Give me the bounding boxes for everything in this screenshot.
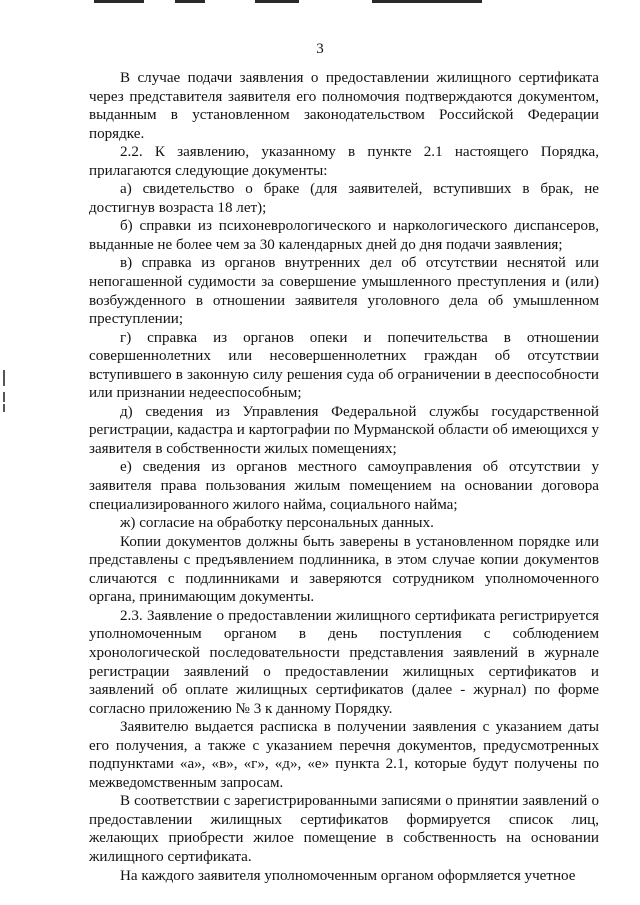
list-item-e: е) сведения из органов местного самоуправления об отсутствии у заявителя права пользования жилым помещением на основании договора специализированного жилого найма, социального найма;: [89, 459, 599, 513]
list-item-b: б) справки из психоневрологического и наркологического диспансеров, выданные не более чем за 30 календарных дней до дня подачи заявления;: [89, 218, 599, 253]
list-item-a: а) свидетельство о браке (для заявителей, вступивших в брак, не достигнув возраста 18 лет);: [89, 181, 599, 216]
scan-artifact-mark: [94, 0, 144, 3]
scan-margin-mark: [3, 392, 5, 402]
paragraph-document-copies: Копии документов должны быть заверены в установленном порядке или представлены с предъявлением подлинника, в этом случае копии документов сличаются с подлинниками и заверяются сотрудником уполномоченного органа, принимающим документы.: [89, 533, 599, 606]
paragraph-2-2-intro: 2.2. К заявлению, указанному в пункте 2.1 настоящего Порядка, прилагаются следующие документы:: [89, 144, 599, 179]
list-item-zh: ж) согласие на обработку персональных данных.: [120, 515, 434, 532]
list-item-v: в) справка из органов внутренних дел об отсутствии неснятой или непогашенной судимости за совершение умышленного преступления и (или) возбужденного в отношении заявителя уголовного дела об умышленном преступлении;: [89, 255, 599, 328]
paragraph-2-3-registration: 2.3. Заявление о предоставлении жилищного сертификата регистрируется уполномоченным органом в день поступления с соблюдением хронологической последовательности представления заявлений в журнале регистрации заявлений о предоставлении жилищных сертификатов и заявлений об оплате жилищных сертификатов (далее - журнал) по форме согласно приложению № 3 к данному Порядку.: [89, 607, 599, 717]
scan-artifact-mark: [372, 0, 482, 3]
paragraph-record-file: На каждого заявителя уполномоченным органом оформляется учетное: [120, 867, 576, 884]
document-body: [89, 69, 599, 885]
list-item-g: г) справка из органов опеки и попечительства в отношении совершеннолетних или несовершеннолетних граждан об отсутствии вступившего в законную силу решения суда об ограничении в дееспособности или признании недееспособным;: [89, 329, 599, 402]
page-number: 3: [316, 41, 324, 57]
scan-artifact-mark: [175, 0, 205, 3]
scan-artifact-mark: [255, 0, 299, 3]
scan-margin-mark: [3, 370, 5, 386]
paragraph-applicant-list: В соответствии с зарегистрированными записями о принятии заявлений о предоставлении жилищных сертификатов формируется список лиц, желающих приобрести жилое помещение в собственность на основании жилищного сертификата.: [89, 793, 599, 865]
paragraph-representative-authority: В случае подачи заявления о предоставлении жилищного сертификата через представителя заявителя его полномочия подтверждаются документом, выданным в установленном законодательством Российской Федерации порядке.: [89, 70, 599, 142]
paragraph-receipt: Заявителю выдается расписка в получении заявления с указанием даты его получения, а также с указанием перечня документов, предусмотренных подпунктами «а», «в», «г», «д», «е» пункта 2.1, которые будут получены по межведомственным запросам.: [89, 719, 599, 791]
scan-margin-mark: [3, 404, 5, 412]
list-item-d: д) сведения из Управления Федеральной службы государственной регистрации, кадастра и картографии по Мурманской области об имеющихся у заявителя в собственности жилых помещениях;: [89, 403, 599, 457]
